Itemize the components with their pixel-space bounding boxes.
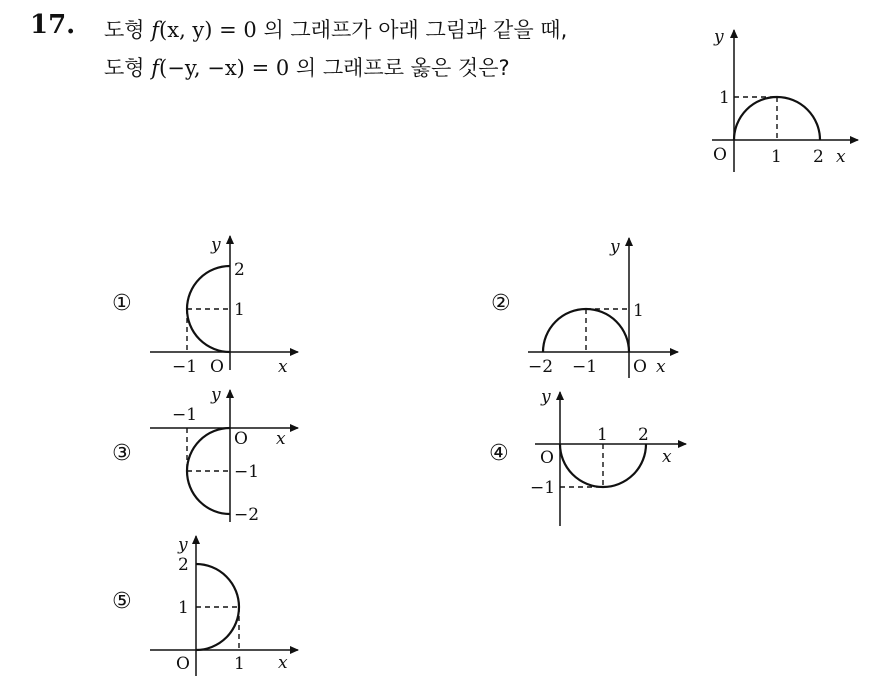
opt1-origin: O [210, 357, 224, 377]
opt1-label-1: 1 [234, 300, 245, 320]
option-3-marker: ③ [112, 441, 132, 466]
line2-args: (−y, −x) [159, 56, 245, 80]
line1-args: (x, y) [159, 18, 213, 42]
opt3-x-label: x [276, 429, 286, 449]
opt2-label-neg1: −1 [572, 357, 598, 377]
opt3-label-neg2: −2 [234, 505, 260, 525]
opt3-y-label: y [211, 385, 221, 405]
line2-post: 의 그래프로 옳은 것은? [289, 56, 510, 80]
given-tick-2: 2 [813, 147, 824, 167]
line1-post: 의 그래프가 아래 그림과 같을 때, [256, 18, 568, 42]
opt2-origin: O [633, 357, 647, 377]
opt3-label-neg1-x: −1 [172, 405, 198, 425]
line2-function: f [151, 56, 160, 80]
line2-equals: = 0 [244, 56, 290, 80]
opt5-y-label: y [178, 535, 188, 555]
option-1 [112, 235, 298, 377]
opt3-origin: O [234, 429, 248, 449]
given-tick-1: 1 [771, 147, 782, 167]
opt1-x-label: x [278, 357, 288, 377]
opt4-label-neg1: −1 [530, 478, 556, 498]
opt3-label-neg1-y: −1 [234, 462, 260, 482]
given-y-label: y [714, 27, 724, 47]
given-origin: O [713, 145, 727, 165]
opt5-origin: O [176, 654, 190, 674]
opt2-x-label: x [656, 357, 666, 377]
opt4-label-2: 2 [638, 425, 649, 445]
option-4 [489, 387, 686, 526]
opt4-x-label: x [662, 447, 672, 467]
opt1-y-label: y [211, 235, 221, 255]
opt2-label-neg2: −2 [528, 357, 554, 377]
given-ytick-1: 1 [719, 88, 730, 108]
opt1-label-neg1: −1 [172, 357, 198, 377]
line1-function: f [151, 18, 160, 42]
given-x-label: x [836, 147, 846, 167]
opt2-y-label: y [610, 237, 620, 257]
opt4-label-1: 1 [597, 425, 608, 445]
line2-pre: 도형 [104, 56, 152, 80]
option-4-marker: ④ [489, 441, 509, 466]
line1-equals: = 0 [212, 18, 257, 42]
opt2-label-1: 1 [633, 301, 644, 321]
option-5 [112, 535, 298, 676]
opt5-label-1x: 1 [234, 654, 245, 674]
option-3 [112, 385, 298, 525]
opt4-y-label: y [541, 387, 551, 407]
opt1-label-2: 2 [234, 260, 245, 280]
option-1-marker: ① [112, 291, 132, 316]
given-graph [712, 27, 858, 172]
opt5-label-2: 2 [178, 555, 189, 575]
question-number: 17. [30, 10, 76, 40]
line1-pre: 도형 [104, 18, 152, 42]
option-2-marker: ② [491, 291, 511, 316]
opt5-x-label: x [278, 653, 288, 673]
option-5-marker: ⑤ [112, 589, 132, 614]
option-2 [491, 237, 678, 378]
opt4-origin: O [540, 448, 554, 468]
opt5-label-1y: 1 [178, 598, 189, 618]
